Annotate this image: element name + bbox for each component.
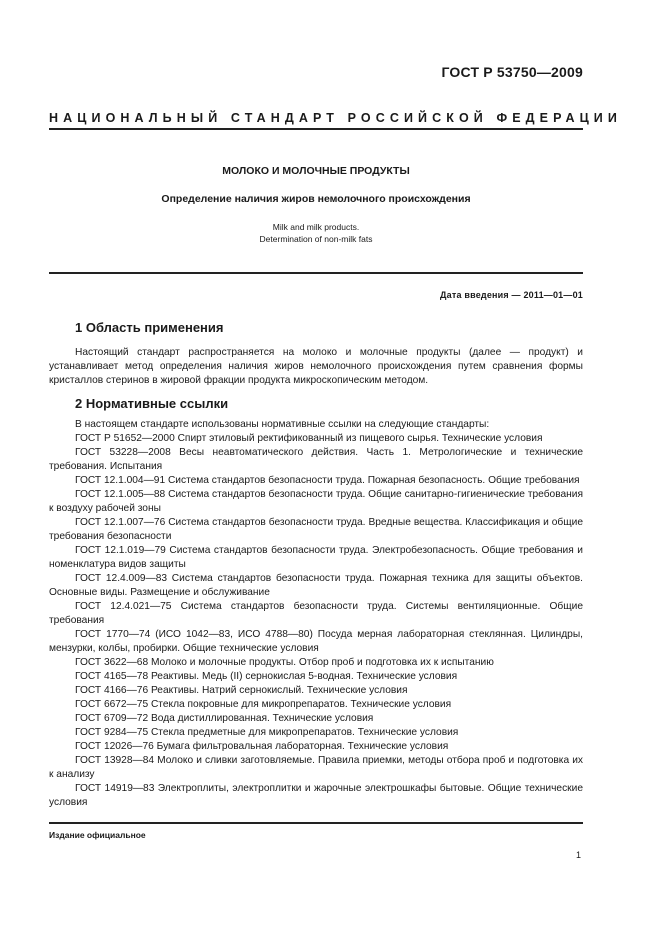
section-heading-scope: 1 Область применения [75,320,224,335]
reference-item: ГОСТ 3622—68 Молоко и молочные продукты. Отбор проб и подготовка их к испытанию [75,657,494,668]
references-list [49,418,583,810]
title-rule [49,272,583,274]
document-subtitle: Определение наличия жиров немолочного происхождения [161,193,471,205]
reference-item: ГОСТ 12.1.019—79 Система стандартов безопасности труда. Электробезопасность. Общие требования и номенклатура видов защиты [49,545,583,570]
document-code: ГОСТ Р 53750—2009 [441,64,583,80]
section-scope-body [49,346,583,388]
introduction-date: Дата введения — 2011—01—01 [440,290,583,300]
reference-item: ГОСТ 9284—75 Стекла предметные для микропрепаратов. Технические условия [75,727,459,738]
footer-rule [49,822,583,824]
reference-item: ГОСТ 13928—84 Молоко и сливки заготовляемые. Правила приемки, методы отбора проб и подготовка их к анализу [49,755,583,780]
reference-item: ГОСТ 12026—76 Бумага фильтровальная лабораторная. Технические условия [75,741,449,752]
reference-item: ГОСТ 1770—74 (ИСО 1042—83, ИСО 4788—80) Посуда мерная лабораторная стеклянная. Цилиндры, мензурки, колбы, пробирки. Общие технические условия [49,629,583,654]
national-standard-banner: НАЦИОНАЛЬНЫЙ СТАНДАРТ РОССИЙСКОЙ ФЕДЕРАЦИИ [49,111,622,125]
reference-item: ГОСТ 12.4.009—83 Система стандартов безопасности труда. Пожарная техника для защиты объектов. Основные виды. Размещение и обслуживание [49,573,583,598]
reference-item: ГОСТ 14919—83 Электроплиты, электроплитки и жарочные электрошкафы бытовые. Общие технические условия [49,783,583,808]
paragraph: Настоящий стандарт распространяется на молоко и молочные продукты (далее — продукт) и устанавливает метод определения наличия жиров немолочного происхождения путем сравнения формы кристаллов стеринов в жировой фракции продукта микроскопическим методом. [49,347,583,386]
reference-item: ГОСТ Р 51652—2000 Спирт этиловый ректификованный из пищевого сырья. Технические условия [75,433,543,444]
reference-item: ГОСТ 6672—75 Стекла покровные для микропрепаратов. Технические условия [75,699,452,710]
english-title-line: Determination of non-milk fats [259,234,373,244]
official-edition-label: Издание официальное [49,830,146,840]
reference-item: ГОСТ 6709—72 Вода дистиллированная. Технические условия [75,713,374,724]
page-number: 1 [575,850,581,860]
paragraph: В настоящем стандарте использованы нормативные ссылки на следующие стандарты: [75,419,490,430]
document-title: МОЛОКО И МОЛОЧНЫЕ ПРОДУКТЫ [222,165,410,177]
english-title-line: Milk and milk products. [272,222,360,232]
reference-item: ГОСТ 12.1.004—91 Система стандартов безопасности труда. Пожарная безопасность. Общие требования [75,475,580,486]
reference-item: ГОСТ 53228—2008 Весы неавтоматического действия. Часть 1. Метрологические и технические требования. Испытания [49,447,583,472]
reference-item: ГОСТ 12.1.007—76 Система стандартов безопасности труда. Вредные вещества. Классификация и общие требования безопасности [49,517,583,542]
reference-item: ГОСТ 12.4.021—75 Система стандартов безопасности труда. Системы вентиляционные. Общие требования [49,601,583,626]
section-heading-references: 2 Нормативные ссылки [75,396,229,411]
reference-item: ГОСТ 4166—76 Реактивы. Натрий сернокислый. Технические условия [75,685,408,696]
english-title [49,221,583,245]
reference-item: ГОСТ 4165—78 Реактивы. Медь (II) сернокислая 5-водная. Технические условия [75,671,458,682]
reference-item: ГОСТ 12.1.005—88 Система стандартов безопасности труда. Общие санитарно-гигиенические требования к воздуху рабочей зоны [49,489,583,514]
header-rule [49,128,583,130]
